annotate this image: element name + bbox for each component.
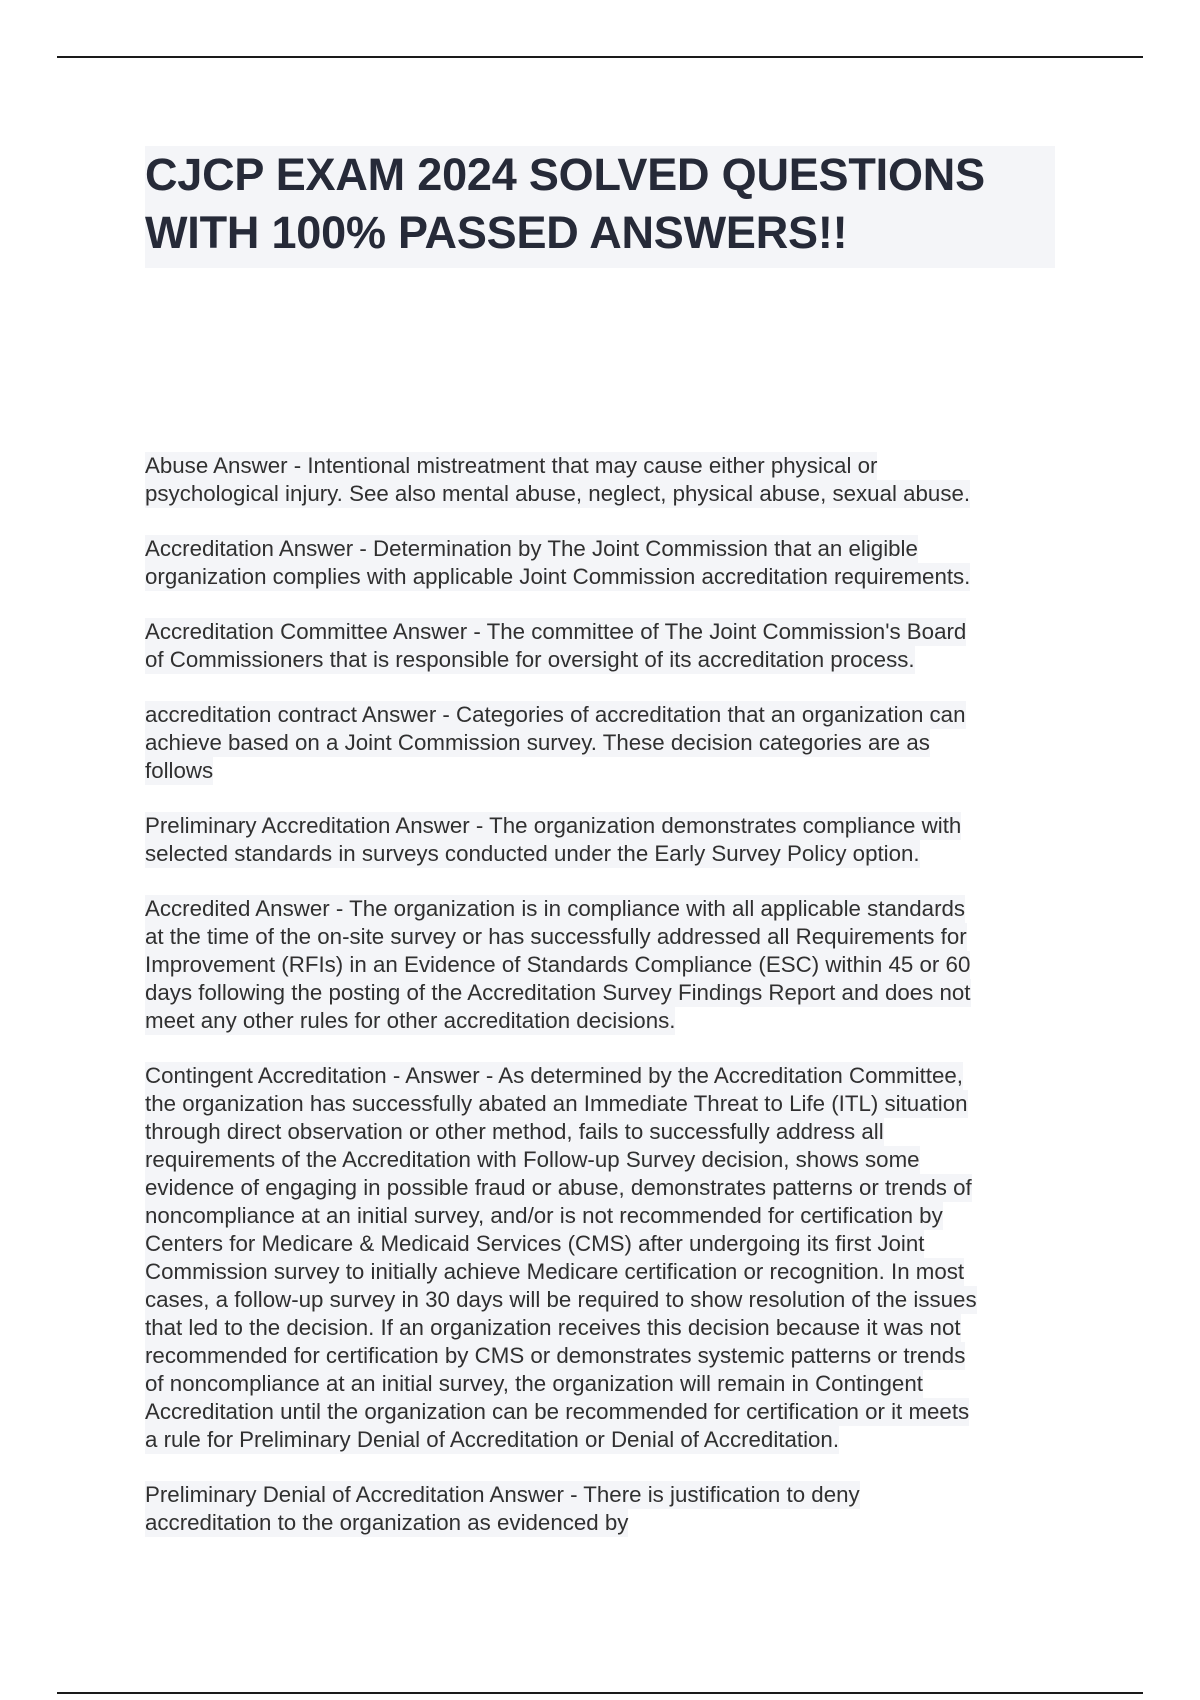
entry-line: Accreditation Answer - Determination by The Joint Commission that an eligible (145, 536, 918, 561)
entry-line: Preliminary Accreditation Answer - The organization demonstrates compliance with (145, 813, 962, 838)
entry-line: days following the posting of the Accreditation Survey Findings Report and does not (145, 980, 971, 1005)
entry-line: Accreditation Committee Answer - The committee of The Joint Commission's Board (145, 619, 967, 644)
entry-line: psychological injury. See also mental abuse, neglect, physical abuse, sexual abuse. (145, 481, 971, 506)
entry-preliminary-denial (145, 1481, 1065, 1537)
top-rule (57, 56, 1143, 58)
document-title (145, 146, 1055, 268)
entry-line: follows (145, 758, 214, 783)
entry-accredited (145, 895, 1065, 1035)
entry-line: meet any other rules for other accreditation decisions. (145, 1008, 676, 1033)
title-line: WITH 100% PASSED ANSWERS!! (145, 207, 848, 258)
entry-line: Centers for Medicare & Medicaid Services (CMS) after undergoing its first Joint (145, 1231, 925, 1256)
title-line: CJCP EXAM 2024 SOLVED QUESTIONS (145, 149, 985, 200)
entry-contingent-accreditation (145, 1062, 1065, 1454)
entry-line: that led to the decision. If an organization receives this decision because it was not (145, 1315, 961, 1340)
entry-line: organization complies with applicable Joint Commission accreditation requirements. (145, 564, 971, 589)
entry-line: the organization has successfully abated an Immediate Threat to Life (ITL) situation (145, 1091, 968, 1116)
entry-line: of noncompliance at an initial survey, the organization will remain in Contingent (145, 1371, 923, 1396)
entry-line: accreditation to the organization as evidenced by (145, 1510, 629, 1535)
entry-line: Accreditation until the organization can be recommended for certification or it meets (145, 1399, 970, 1424)
entry-line: requirements of the Accreditation with Follow-up Survey decision, shows some (145, 1147, 920, 1172)
entry-line: selected standards in surveys conducted under the Early Survey Policy option. (145, 841, 920, 866)
entry-line: evidence of engaging in possible fraud or abuse, demonstrates patterns or trends of (145, 1175, 972, 1200)
entry-line: Preliminary Denial of Accreditation Answer - There is justification to deny (145, 1482, 860, 1507)
entry-accreditation (145, 535, 1065, 591)
entry-line: noncompliance at an initial survey, and/or is not recommended for certification by (145, 1203, 943, 1228)
entry-accreditation-committee (145, 618, 1065, 674)
entry-line: of Commissioners that is responsible for oversight of its accreditation process. (145, 647, 915, 672)
entry-line: Commission survey to initially achieve Medicare certification or recognition. In most (145, 1259, 965, 1284)
entry-line: cases, a follow-up survey in 30 days will be required to show resolution of the issues (145, 1287, 977, 1312)
entry-line: accreditation contract Answer - Categories of accreditation that an organization can (145, 702, 966, 727)
bottom-rule (57, 1692, 1143, 1694)
glossary-entries (145, 452, 1065, 1564)
entry-line: a rule for Preliminary Denial of Accreditation or Denial of Accreditation. (145, 1427, 840, 1452)
entry-abuse (145, 452, 1065, 508)
entry-accreditation-contract (145, 701, 1065, 785)
entry-preliminary-accreditation (145, 812, 1065, 868)
entry-line: achieve based on a Joint Commission survey. These decision categories are as (145, 730, 930, 755)
entry-line: Accredited Answer - The organization is in compliance with all applicable standards (145, 896, 966, 921)
entry-line: Improvement (RFIs) in an Evidence of Standards Compliance (ESC) within 45 or 60 (145, 952, 971, 977)
entry-line: Abuse Answer - Intentional mistreatment that may cause either physical or (145, 453, 878, 478)
entry-line: through direct observation or other method, fails to successfully address all (145, 1119, 884, 1144)
entry-line: at the time of the on-site survey or has successfully addressed all Requirements for (145, 924, 967, 949)
entry-line: Contingent Accreditation - Answer - As determined by the Accreditation Committee, (145, 1063, 963, 1088)
entry-line: recommended for certification by CMS or demonstrates systemic patterns or trends (145, 1343, 966, 1368)
